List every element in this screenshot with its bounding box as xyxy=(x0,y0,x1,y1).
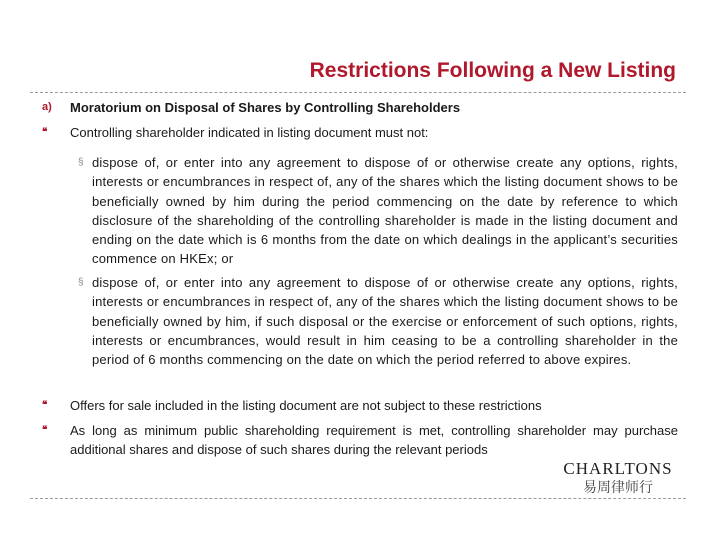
top-divider xyxy=(30,92,686,93)
quote-bullet-icon: ❝ xyxy=(42,400,48,411)
sub-list-item-text: dispose of, or enter into any agreement to dispose of or otherwise create any options, rights, interests or encumbrances in respect of, any of the shares which the listing document shows to be beneficially owned by him during the period commencing on the date by reference to which disclosure of the shareholding of the controlling shareholder is made in the listing document and ending on the date which is 6 months from the date on which dealings in the applicant’s securities commence on HKEx; or xyxy=(92,155,678,267)
list-item-text: As long as minimum public shareholding requirement is met, controlling shareholder may purchase additional shares and dispose of such shares during the relevant periods xyxy=(70,423,678,458)
page-title: Restrictions Following a New Listing xyxy=(309,59,676,82)
quote-bullet-icon: ❝ xyxy=(42,127,48,138)
square-bullet-icon: § xyxy=(78,277,84,288)
logo-chinese: 易周律师行 xyxy=(583,480,653,496)
sub-list-item-text: dispose of, or enter into any agreement to dispose of or otherwise create any options, rights, interests or encumbrances in respect of, any of the shares which the listing document shows to be beneficially owned by him, if such disposal or the exercise or enforcement of such options, rights, interests or encumbrances, would result in him ceasing to be a controlling shareholder in the period of 6 months commencing on the date on which the period referred to above expires. xyxy=(92,275,678,368)
list-item-text: Controlling shareholder indicated in listing document must not: xyxy=(70,125,429,140)
bottom-divider xyxy=(30,498,686,499)
sub-list-item xyxy=(78,273,678,369)
logo-name: CHARLTONS xyxy=(563,459,673,478)
list-item xyxy=(42,421,678,460)
quote-bullet-icon: ❝ xyxy=(42,425,48,436)
heading-marker: a) xyxy=(42,101,52,113)
sub-list-item xyxy=(78,153,678,269)
list-item xyxy=(42,123,678,142)
charltons-logo xyxy=(556,459,680,497)
section-heading xyxy=(42,98,678,117)
square-bullet-icon: § xyxy=(78,157,84,168)
heading-text: Moratorium on Disposal of Shares by Controlling Shareholders xyxy=(70,100,461,115)
list-item-text: Offers for sale included in the listing document are not subject to these restrictions xyxy=(70,398,542,413)
list-item xyxy=(42,396,678,415)
